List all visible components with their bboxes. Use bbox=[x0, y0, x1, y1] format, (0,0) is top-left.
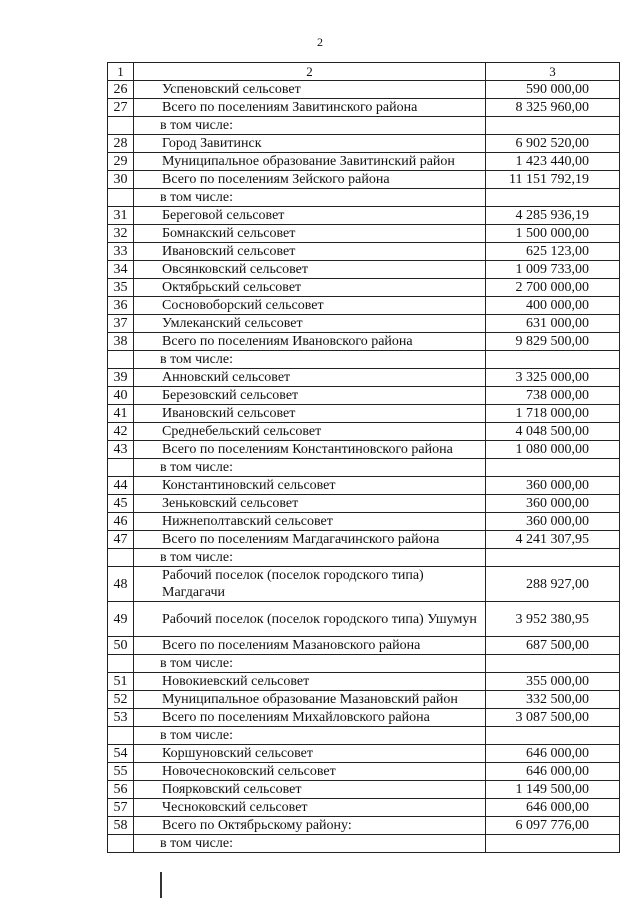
row-amount: 738 000,00 bbox=[486, 387, 620, 405]
row-amount bbox=[486, 189, 620, 207]
row-number: 36 bbox=[108, 297, 134, 315]
table-row bbox=[108, 531, 620, 549]
row-name: в том числе: bbox=[134, 351, 486, 369]
table-row bbox=[108, 207, 620, 225]
row-number bbox=[108, 835, 134, 853]
row-name: Овсянковский сельсовет bbox=[134, 261, 486, 279]
table-row bbox=[108, 117, 620, 135]
row-amount: 687 500,00 bbox=[486, 637, 620, 655]
row-amount: 1 500 000,00 bbox=[486, 225, 620, 243]
row-number: 53 bbox=[108, 709, 134, 727]
row-name: Муниципальное образование Мазановский район bbox=[134, 691, 486, 709]
table-row bbox=[108, 441, 620, 459]
row-name: Сосновоборский сельсовет bbox=[134, 297, 486, 315]
table-row bbox=[108, 261, 620, 279]
row-amount: 8 325 960,00 bbox=[486, 99, 620, 117]
row-name: Всего по поселениям Завитинского района bbox=[134, 99, 486, 117]
table-row bbox=[108, 673, 620, 691]
row-name: Береговой сельсовет bbox=[134, 207, 486, 225]
row-name: Октябрьский сельсовет bbox=[134, 279, 486, 297]
row-amount: 288 927,00 bbox=[486, 567, 620, 602]
row-amount: 1 009 733,00 bbox=[486, 261, 620, 279]
table-row bbox=[108, 817, 620, 835]
table-row bbox=[108, 351, 620, 369]
row-number: 56 bbox=[108, 781, 134, 799]
row-number: 37 bbox=[108, 315, 134, 333]
row-number: 34 bbox=[108, 261, 134, 279]
row-amount: 6 097 776,00 bbox=[486, 817, 620, 835]
row-number: 26 bbox=[108, 81, 134, 99]
table-row bbox=[108, 315, 620, 333]
row-amount: 3 952 380,95 bbox=[486, 602, 620, 637]
table-row bbox=[108, 763, 620, 781]
table-row bbox=[108, 745, 620, 763]
row-number: 41 bbox=[108, 405, 134, 423]
row-amount bbox=[486, 655, 620, 673]
row-number: 43 bbox=[108, 441, 134, 459]
row-name: Всего по поселениям Зейского района bbox=[134, 171, 486, 189]
row-amount: 646 000,00 bbox=[486, 745, 620, 763]
row-amount: 9 829 500,00 bbox=[486, 333, 620, 351]
table-row bbox=[108, 459, 620, 477]
row-number: 29 bbox=[108, 153, 134, 171]
table-row bbox=[108, 297, 620, 315]
row-name: Всего по поселениям Константиновского района bbox=[134, 441, 486, 459]
header-col-name: 2 bbox=[134, 63, 486, 81]
table-row bbox=[108, 567, 620, 602]
row-number: 48 bbox=[108, 567, 134, 602]
row-name: Всего по поселениям Магдагачинского района bbox=[134, 531, 486, 549]
row-amount bbox=[486, 727, 620, 745]
row-number: 47 bbox=[108, 531, 134, 549]
row-name: в том числе: bbox=[134, 549, 486, 567]
header-row bbox=[108, 63, 620, 81]
row-number: 33 bbox=[108, 243, 134, 261]
table-row bbox=[108, 477, 620, 495]
table-row bbox=[108, 495, 620, 513]
row-name: в том числе: bbox=[134, 117, 486, 135]
row-number: 57 bbox=[108, 799, 134, 817]
row-amount bbox=[486, 459, 620, 477]
table-row bbox=[108, 602, 620, 637]
row-name: Всего по поселениям Михайловского района bbox=[134, 709, 486, 727]
row-name: Рабочий поселок (поселок городского типа) Ушумун bbox=[134, 602, 486, 637]
row-name: Умлеканский сельсовет bbox=[134, 315, 486, 333]
row-number: 51 bbox=[108, 673, 134, 691]
table-row bbox=[108, 727, 620, 745]
row-amount: 3 087 500,00 bbox=[486, 709, 620, 727]
table-row bbox=[108, 99, 620, 117]
row-name: в том числе: bbox=[134, 459, 486, 477]
row-name: Константиновский сельсовет bbox=[134, 477, 486, 495]
row-amount: 360 000,00 bbox=[486, 477, 620, 495]
row-amount: 332 500,00 bbox=[486, 691, 620, 709]
header-col-number: 1 bbox=[108, 63, 134, 81]
row-number bbox=[108, 459, 134, 477]
row-number: 44 bbox=[108, 477, 134, 495]
row-name: в том числе: bbox=[134, 655, 486, 673]
row-name: Город Завитинск bbox=[134, 135, 486, 153]
table-row bbox=[108, 709, 620, 727]
row-name: Поярковский сельсовет bbox=[134, 781, 486, 799]
row-number bbox=[108, 655, 134, 673]
row-number bbox=[108, 351, 134, 369]
row-name: Всего по Октябрьскому району: bbox=[134, 817, 486, 835]
table-row bbox=[108, 835, 620, 853]
row-amount: 360 000,00 bbox=[486, 513, 620, 531]
row-amount: 4 241 307,95 bbox=[486, 531, 620, 549]
row-number: 42 bbox=[108, 423, 134, 441]
table-row bbox=[108, 781, 620, 799]
row-name: Успеновский сельсовет bbox=[134, 81, 486, 99]
row-name: Всего по поселениям Мазановского района bbox=[134, 637, 486, 655]
row-name: в том числе: bbox=[134, 835, 486, 853]
row-number: 32 bbox=[108, 225, 134, 243]
row-number: 40 bbox=[108, 387, 134, 405]
row-number: 35 bbox=[108, 279, 134, 297]
row-amount: 1 080 000,00 bbox=[486, 441, 620, 459]
table-row bbox=[108, 153, 620, 171]
table-row bbox=[108, 423, 620, 441]
row-amount bbox=[486, 835, 620, 853]
row-number bbox=[108, 117, 134, 135]
table-body bbox=[108, 63, 620, 853]
table-row bbox=[108, 405, 620, 423]
row-name: Бомнакский сельсовет bbox=[134, 225, 486, 243]
row-name: Среднебельский сельсовет bbox=[134, 423, 486, 441]
row-amount: 1 149 500,00 bbox=[486, 781, 620, 799]
row-amount bbox=[486, 117, 620, 135]
row-amount bbox=[486, 351, 620, 369]
row-amount: 631 000,00 bbox=[486, 315, 620, 333]
table-row bbox=[108, 189, 620, 207]
row-amount: 2 700 000,00 bbox=[486, 279, 620, 297]
table-row bbox=[108, 387, 620, 405]
row-amount: 590 000,00 bbox=[486, 81, 620, 99]
table-row bbox=[108, 691, 620, 709]
table-row bbox=[108, 279, 620, 297]
row-name: в том числе: bbox=[134, 727, 486, 745]
row-number: 27 bbox=[108, 99, 134, 117]
table-row bbox=[108, 637, 620, 655]
row-name: Зеньковский сельсовет bbox=[134, 495, 486, 513]
row-name: Чесноковский сельсовет bbox=[134, 799, 486, 817]
row-name: Всего по поселениям Ивановского района bbox=[134, 333, 486, 351]
table-row bbox=[108, 135, 620, 153]
row-name: Нижнеполтавский сельсовет bbox=[134, 513, 486, 531]
row-number: 30 bbox=[108, 171, 134, 189]
row-number: 49 bbox=[108, 602, 134, 637]
row-number: 58 bbox=[108, 817, 134, 835]
row-amount: 646 000,00 bbox=[486, 799, 620, 817]
table-row bbox=[108, 225, 620, 243]
row-amount: 355 000,00 bbox=[486, 673, 620, 691]
row-number: 55 bbox=[108, 763, 134, 781]
row-number: 39 bbox=[108, 369, 134, 387]
row-amount: 1 423 440,00 bbox=[486, 153, 620, 171]
table-row bbox=[108, 369, 620, 387]
row-amount: 1 718 000,00 bbox=[486, 405, 620, 423]
row-number bbox=[108, 549, 134, 567]
row-amount bbox=[486, 549, 620, 567]
row-amount: 3 325 000,00 bbox=[486, 369, 620, 387]
table-row bbox=[108, 243, 620, 261]
table-row bbox=[108, 171, 620, 189]
row-name: Муниципальное образование Завитинский район bbox=[134, 153, 486, 171]
row-amount: 6 902 520,00 bbox=[486, 135, 620, 153]
page-number: 2 bbox=[317, 35, 323, 49]
row-number: 38 bbox=[108, 333, 134, 351]
row-amount: 400 000,00 bbox=[486, 297, 620, 315]
row-amount: 11 151 792,19 bbox=[486, 171, 620, 189]
row-amount: 625 123,00 bbox=[486, 243, 620, 261]
row-number: 45 bbox=[108, 495, 134, 513]
row-number: 46 bbox=[108, 513, 134, 531]
row-name: Ивановский сельсовет bbox=[134, 405, 486, 423]
table-row bbox=[108, 333, 620, 351]
row-name: Анновский сельсовет bbox=[134, 369, 486, 387]
budget-table bbox=[107, 62, 620, 853]
table-row bbox=[108, 549, 620, 567]
row-amount: 4 285 936,19 bbox=[486, 207, 620, 225]
row-number: 50 bbox=[108, 637, 134, 655]
row-number bbox=[108, 727, 134, 745]
row-number: 52 bbox=[108, 691, 134, 709]
row-number: 54 bbox=[108, 745, 134, 763]
table-row bbox=[108, 513, 620, 531]
row-amount: 360 000,00 bbox=[486, 495, 620, 513]
row-name: Новокиевский сельсовет bbox=[134, 673, 486, 691]
table-row bbox=[108, 81, 620, 99]
row-number bbox=[108, 189, 134, 207]
row-name: Березовский сельсовет bbox=[134, 387, 486, 405]
row-name: Рабочий поселок (поселок городского типа) Магдагачи bbox=[134, 567, 486, 602]
row-name: Новочесноковский сельсовет bbox=[134, 763, 486, 781]
header-col-amount: 3 bbox=[486, 63, 620, 81]
row-amount: 4 048 500,00 bbox=[486, 423, 620, 441]
row-number: 31 bbox=[108, 207, 134, 225]
scan-mark bbox=[160, 872, 162, 898]
row-amount: 646 000,00 bbox=[486, 763, 620, 781]
table-row bbox=[108, 799, 620, 817]
row-name: в том числе: bbox=[134, 189, 486, 207]
row-name: Коршуновский сельсовет bbox=[134, 745, 486, 763]
table-row bbox=[108, 655, 620, 673]
row-name: Ивановский сельсовет bbox=[134, 243, 486, 261]
row-number: 28 bbox=[108, 135, 134, 153]
